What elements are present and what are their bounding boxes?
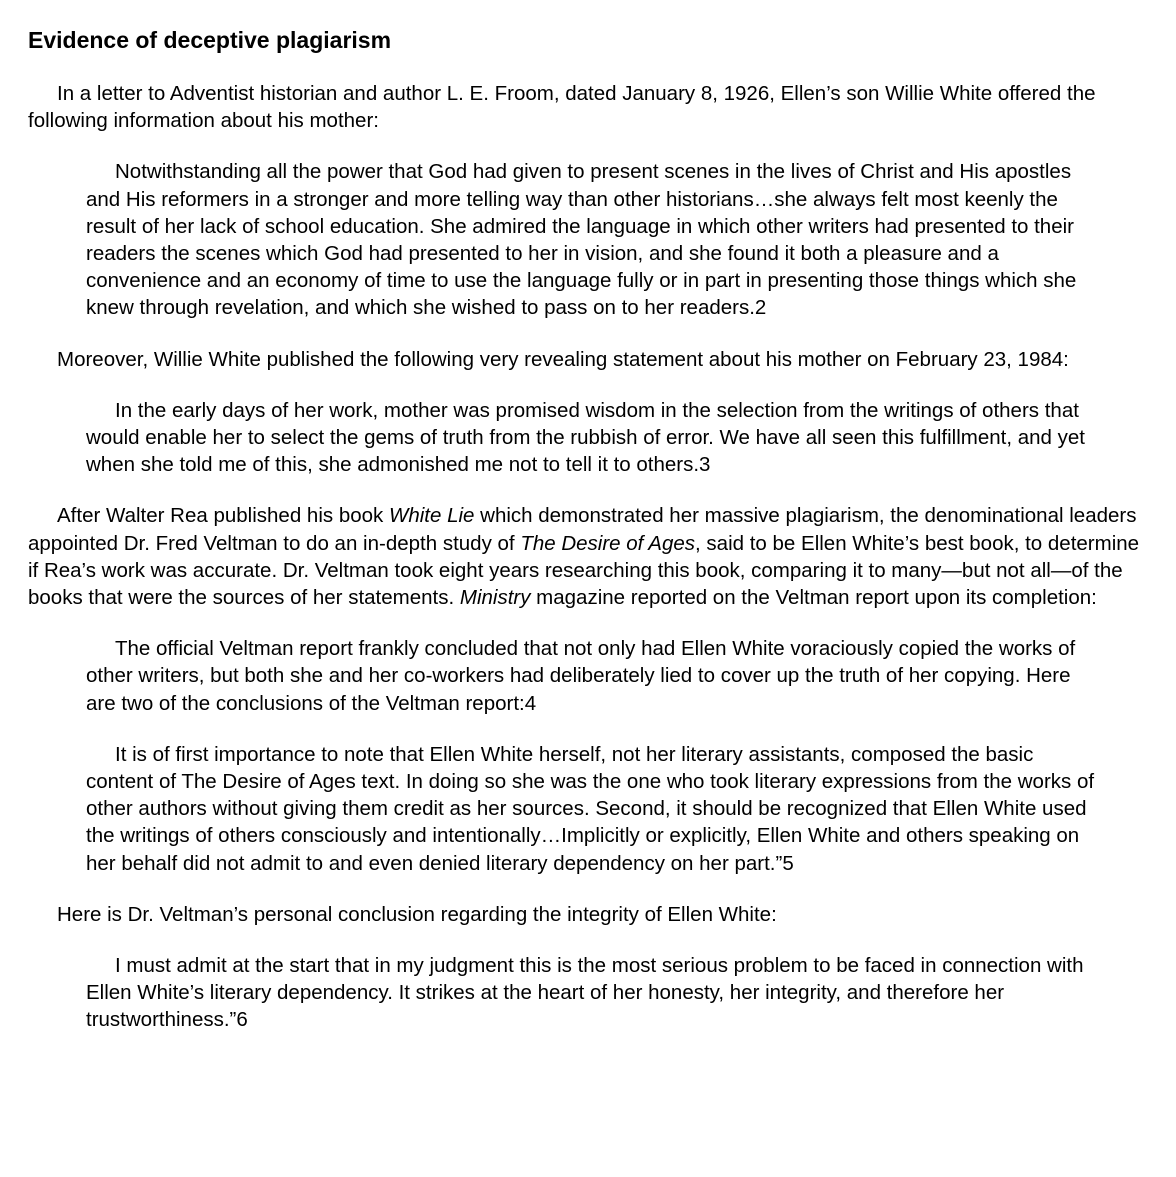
blockquote-veltman-report: The official Veltman report frankly concluded that not only had Ellen White voraciously copied the works of other writers, but both she and her co-workers had deliberately lied to cover up the truth of her copying. Here are two of the conclusions of the Veltman report:4 [86, 637, 1076, 715]
text-run: which demonstrated her massive plagiarism, the denominational leaders appointed Dr. Fred Veltman to do an in-depth study of [28, 504, 1137, 555]
paragraph-walter-rea [28, 502, 1148, 611]
blockquote-veltman-personal: I must admit at the start that in my judgment this is the most serious problem to be faced in connection with Ellen White’s literary dependency. It strikes at the heart of her honesty, her integrity, and therefore her trustworthiness.”6 [86, 954, 1084, 1032]
book-title-desire-of-ages: The Desire of Ages [520, 531, 696, 555]
blockquote-early-days: In the early days of her work, mother was promised wisdom in the selection from the writings of others that would enable her to select the gems of truth from the rubbish of error. We have all seen this fulfillment, and yet when she told me of this, she admonished me not to tell it to others.3 [86, 398, 1085, 477]
text-run: After Walter Rea published his book [57, 504, 389, 528]
blockquote-willie-white-letter: Notwithstanding all the power that God had given to present scenes in the lives of Christ and His apostles and His reformers in a stronger and more telling way than other historians…she always felt most keenly the result of her lack of school education. She admired the language in which other writers had presented to their readers the scenes which God had presented to her in vision, and she found it both a pleasure and a convenience and an economy of time to use the language fully or in part in presenting those things which she knew through revelation, and which she wished to pass on to her readers.2 [86, 160, 1077, 320]
paragraph-intro: In a letter to Adventist historian and author L. E. Froom, dated January 8, 1926, Ellen’s son Willie White offered the following information about his mother: [28, 82, 1096, 133]
book-title-white-lie: White Lie [388, 504, 475, 528]
text-run: , said to be Ellen White’s best book, to determine if Rea’s work was accurate. Dr. Veltman took eight years researching this book, comparing it to many—but not all—of the books that were the sources of her statements. [28, 531, 1140, 610]
section-heading: Evidence of deceptive plagiarism [28, 27, 392, 53]
paragraph-moreover: Moreover, Willie White published the following very revealing statement about his mother on February 23, 1984: [57, 347, 1069, 371]
text-run: magazine reported on the Veltman report upon its completion: [530, 586, 1097, 610]
magazine-title-ministry: Ministry [459, 586, 531, 610]
paragraph-personal-conclusion: Here is Dr. Veltman’s personal conclusion regarding the integrity of Ellen White: [57, 902, 777, 926]
blockquote-veltman-conclusions: It is of first importance to note that Ellen White herself, not her literary assistants, composed the basic content of The Desire of Ages text. In doing so she was the one who took literary expressions from the works of other authors without giving them credit as her sources. Second, it should be recognized that Ellen White used the writings of others consciously and intentionally…Implicitly or explicitly, Ellen White and others speaking on her behalf did not admit to and even denied literary dependency on her part.”5 [86, 742, 1095, 875]
